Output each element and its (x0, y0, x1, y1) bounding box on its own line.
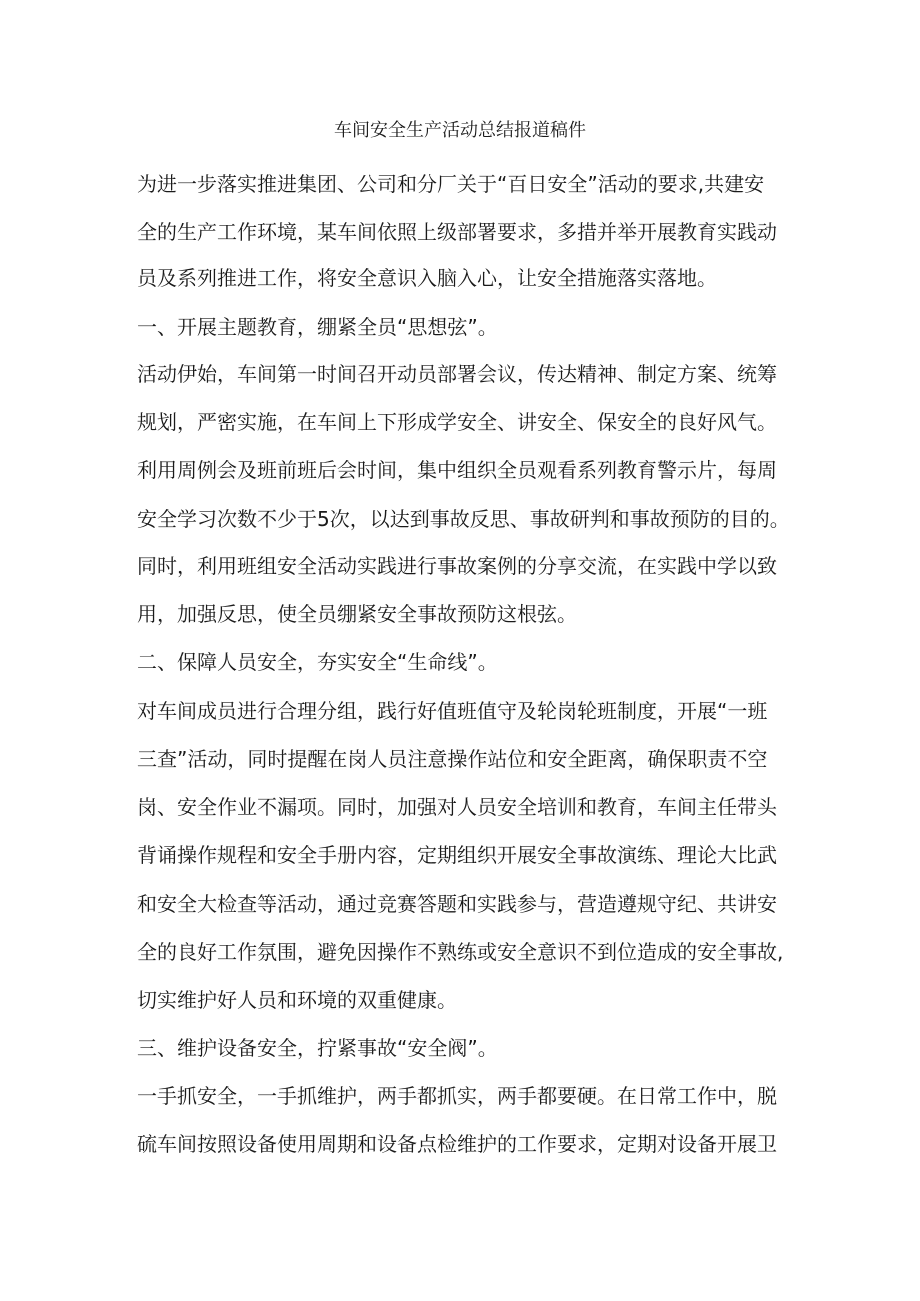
section-heading-1: 一、开展主题教育，绷紧全员“思想弦”。 (137, 315, 498, 339)
body-line: 切实维护好人员和环境的双重健康。 (137, 988, 457, 1012)
body-line: 全的良好工作氛围，避免因操作不熟练或安全意识不到位造成的安全事故, (137, 940, 784, 964)
body-line: 利用周例会及班前班后会时间，集中组织全员观看系列教育警示片，每周 (137, 458, 777, 482)
body-line: 安全学习次数不少于5次，以达到事故反思、事故研判和事故预防的目的。 (137, 507, 790, 531)
document-title: 车间安全生产活动总结报道稿件 (334, 120, 586, 141)
body-line: 岗、安全作业不漏项。同时，加强对人员安全培训和教育，车间主任带头 (137, 795, 777, 819)
body-line: 用，加强反思，使全员绷紧安全事故预防这根弦。 (137, 602, 577, 626)
section-heading-3: 三、维护设备安全，拧紧事故“安全阀”。 (137, 1036, 498, 1060)
body-line: 规划，严密实施，在车间上下形成学安全、讲安全、保安全的良好风气。 (137, 410, 777, 434)
body-line: 为进一步落实推进集团、公司和分厂关于“百日安全”活动的要求,共建安 (137, 172, 765, 196)
body-line: 硫车间按照设备使用周期和设备点检维护的工作要求，定期对设备开展卫 (137, 1132, 777, 1156)
body-line: 同时，利用班组安全活动实践进行事故案例的分享交流，在实践中学以致 (137, 554, 777, 578)
body-line: 员及系列推进工作，将安全意识入脑入心，让安全措施落实落地。 (137, 266, 717, 290)
body-line: 活动伊始，车间第一时间召开动员部署会议，传达精神、制定方案、统筹 (137, 362, 777, 386)
body-line: 和安全大检查等活动，通过竞赛答题和实践参与，营造遵规守纪、共讲安 (137, 892, 777, 916)
body-line: 背诵操作规程和安全手册内容，定期组织开展安全事故演练、理论大比武 (137, 843, 777, 867)
section-heading-2: 二、保障人员安全，夯实安全“生命线”。 (137, 650, 498, 674)
body-line: 全的生产工作环境，某车间依照上级部署要求，多措并举开展教育实践动 (137, 220, 777, 244)
body-line: 三查”活动，同时提醒在岗人员注意操作站位和安全距离，确保职责不空 (137, 747, 768, 771)
body-line: 对车间成员进行合理分组，践行好值班值守及轮岗轮班制度，开展“一班 (137, 699, 768, 723)
body-line: 一手抓安全，一手抓维护，两手都抓实，两手都要硬。在日常工作中，脱 (137, 1084, 777, 1108)
